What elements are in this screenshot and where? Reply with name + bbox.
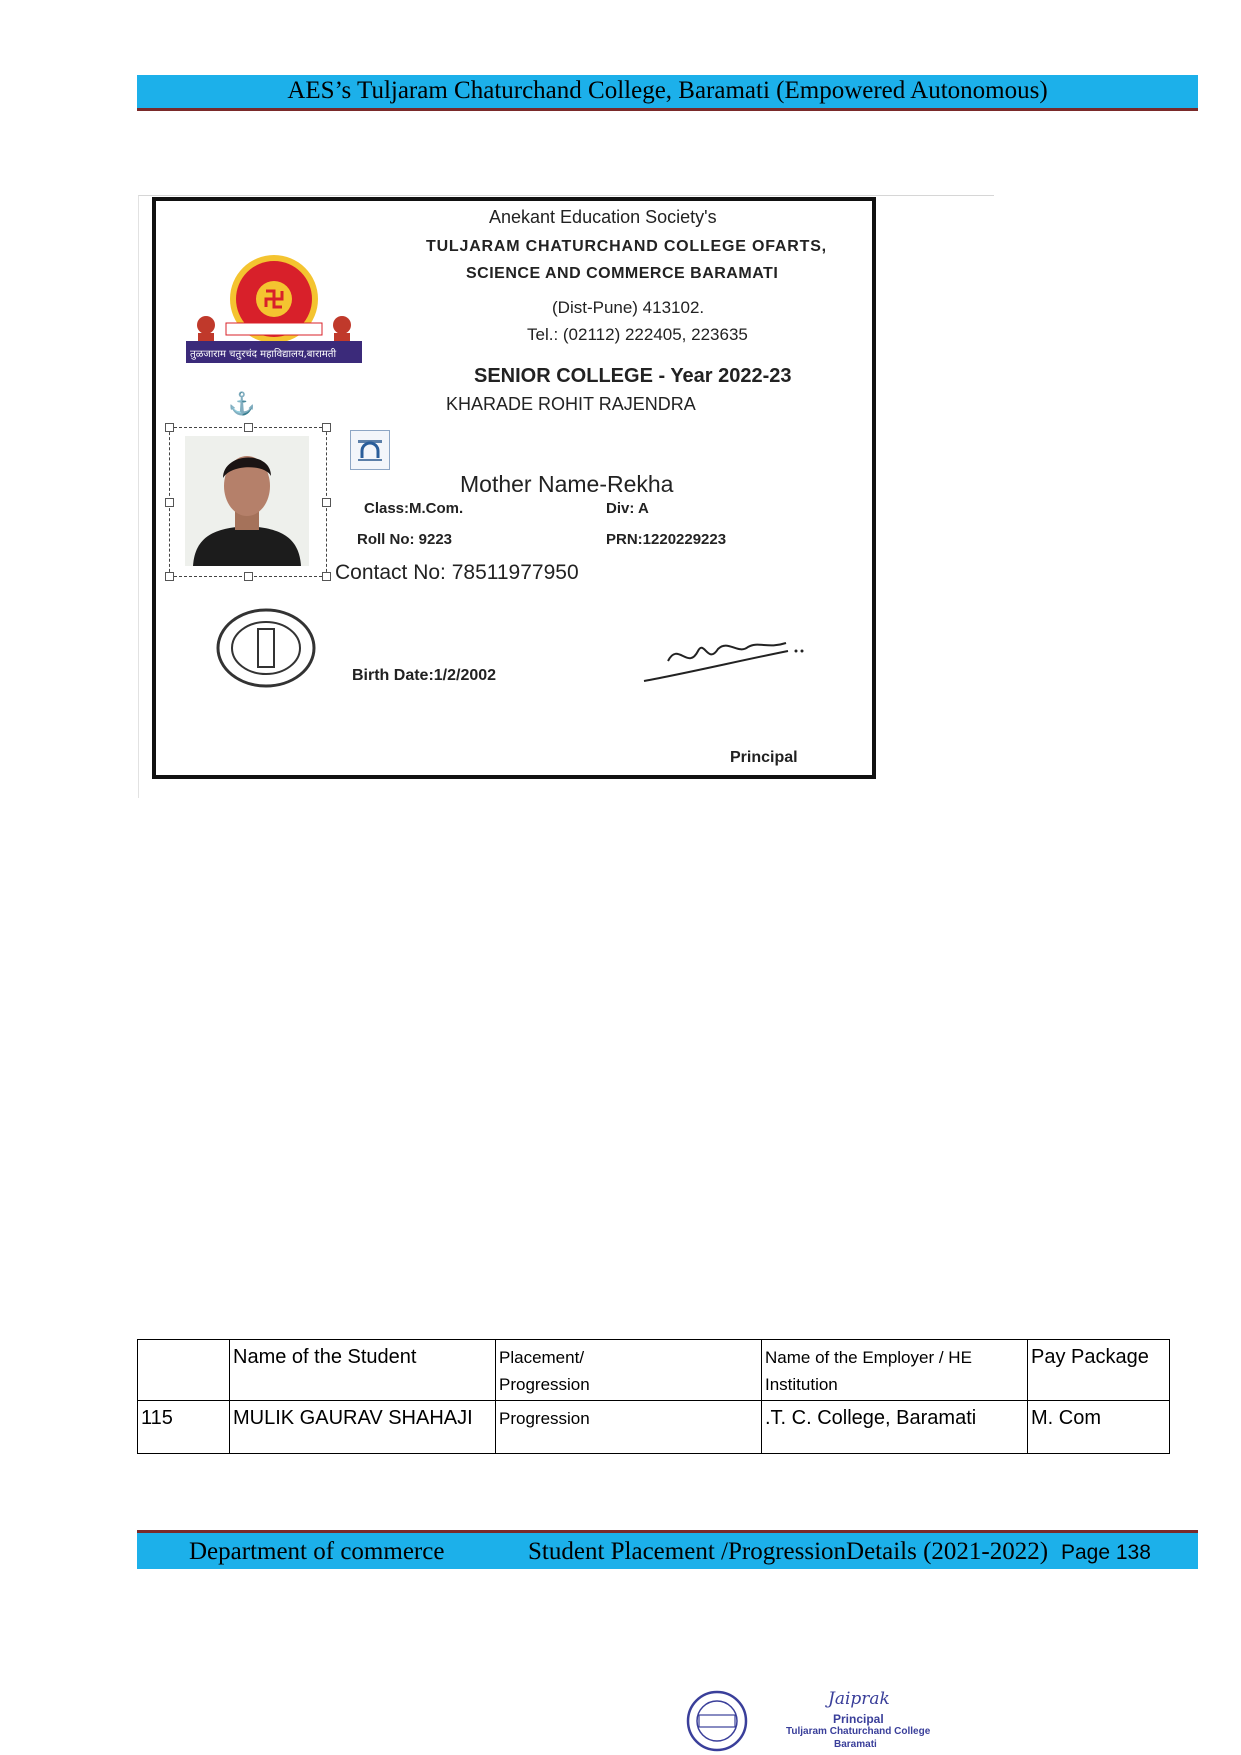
layout-options-icon[interactable] [350, 430, 390, 470]
header-employer-line2: Institution [765, 1375, 838, 1394]
footer-department: Department of commerce [189, 1538, 445, 1565]
principal-signature [638, 621, 808, 691]
header-cell-blank [138, 1340, 230, 1401]
footer-page-number: Page 138 [1061, 1541, 1151, 1564]
resize-handle[interactable] [244, 572, 253, 581]
card-college-line1: TULJARAM CHATURCHAND COLLEGE OFARTS, [426, 238, 827, 255]
id-card [152, 197, 876, 779]
cell-placement: Progression [496, 1401, 762, 1454]
signature-college: Tuljaram Chaturchand College [786, 1726, 931, 1737]
anchor-icon: ⚓ [228, 391, 256, 416]
header-employer-line1: Name of the Employer / HE [765, 1348, 972, 1367]
card-mother-name: Mother Name-Rekha [460, 471, 674, 497]
header-placement-line1: Placement/ [499, 1348, 585, 1367]
resize-handle[interactable] [165, 572, 174, 581]
card-class: Class:M.Com. [364, 500, 464, 517]
resize-handle[interactable] [244, 423, 253, 432]
header-cell-student: Name of the Student [230, 1340, 496, 1401]
card-birth-date: Birth Date:1/2/2002 [352, 667, 497, 684]
header-title: AES’s Tuljaram Chaturchand College, Baramati (Empowered Autonomous) [287, 77, 1048, 104]
card-society: Anekant Education Society's [489, 207, 717, 227]
cell-pay-package: M. Com [1028, 1401, 1170, 1454]
signature-title: Principal [833, 1712, 884, 1726]
cell-sr-no: 115 [138, 1401, 230, 1454]
header-band [137, 75, 1198, 111]
footer-band [137, 1530, 1198, 1569]
resize-handle[interactable] [165, 498, 174, 507]
placement-table [137, 1339, 1170, 1454]
resize-handle[interactable] [322, 572, 331, 581]
card-contact: Contact No: 78511977950 [335, 561, 579, 584]
card-roll-no: Roll No: 9223 [357, 531, 453, 548]
resize-handle[interactable] [165, 423, 174, 432]
college-stamp [214, 607, 318, 689]
card-session: SENIOR COLLEGE - Year 2022-23 [474, 365, 792, 387]
table-row [138, 1401, 1170, 1454]
card-telephone: Tel.: (02112) 222405, 223635 [527, 325, 748, 344]
official-seal [684, 1690, 750, 1752]
logo-banner-text: तुळजाराम चतुरचंद महाविद्यालय,बारामती [190, 349, 337, 360]
signature-scrawl: Jaiprak [828, 1689, 890, 1709]
header-cell-employer [762, 1340, 1028, 1401]
student-photo [185, 436, 309, 566]
table-header-row [138, 1340, 1170, 1401]
resize-handle[interactable] [322, 498, 331, 507]
card-principal: Principal [730, 749, 798, 766]
card-prn: PRN:1220229223 [606, 531, 727, 548]
signature-place: Baramati [834, 1739, 877, 1750]
footer-title: Student Placement /ProgressionDetails (2021-2022) [528, 1538, 1049, 1565]
resize-handle[interactable] [322, 423, 331, 432]
card-college-line2: SCIENCE AND COMMERCE BARAMATI [466, 265, 779, 282]
cell-student-name: MULIK GAURAV SHAHAJI [230, 1401, 496, 1454]
card-division: Div: A [606, 500, 649, 517]
card-district: (Dist-Pune) 413102. [552, 298, 705, 317]
cell-employer: .T. C. College, Baramati [762, 1401, 1028, 1454]
header-cell-placement [496, 1340, 762, 1401]
header-placement-line2: Progression [499, 1375, 590, 1394]
header-cell-pay: Pay Package [1028, 1340, 1170, 1401]
card-student-name: KHARADE ROHIT RAJENDRA [446, 394, 696, 414]
